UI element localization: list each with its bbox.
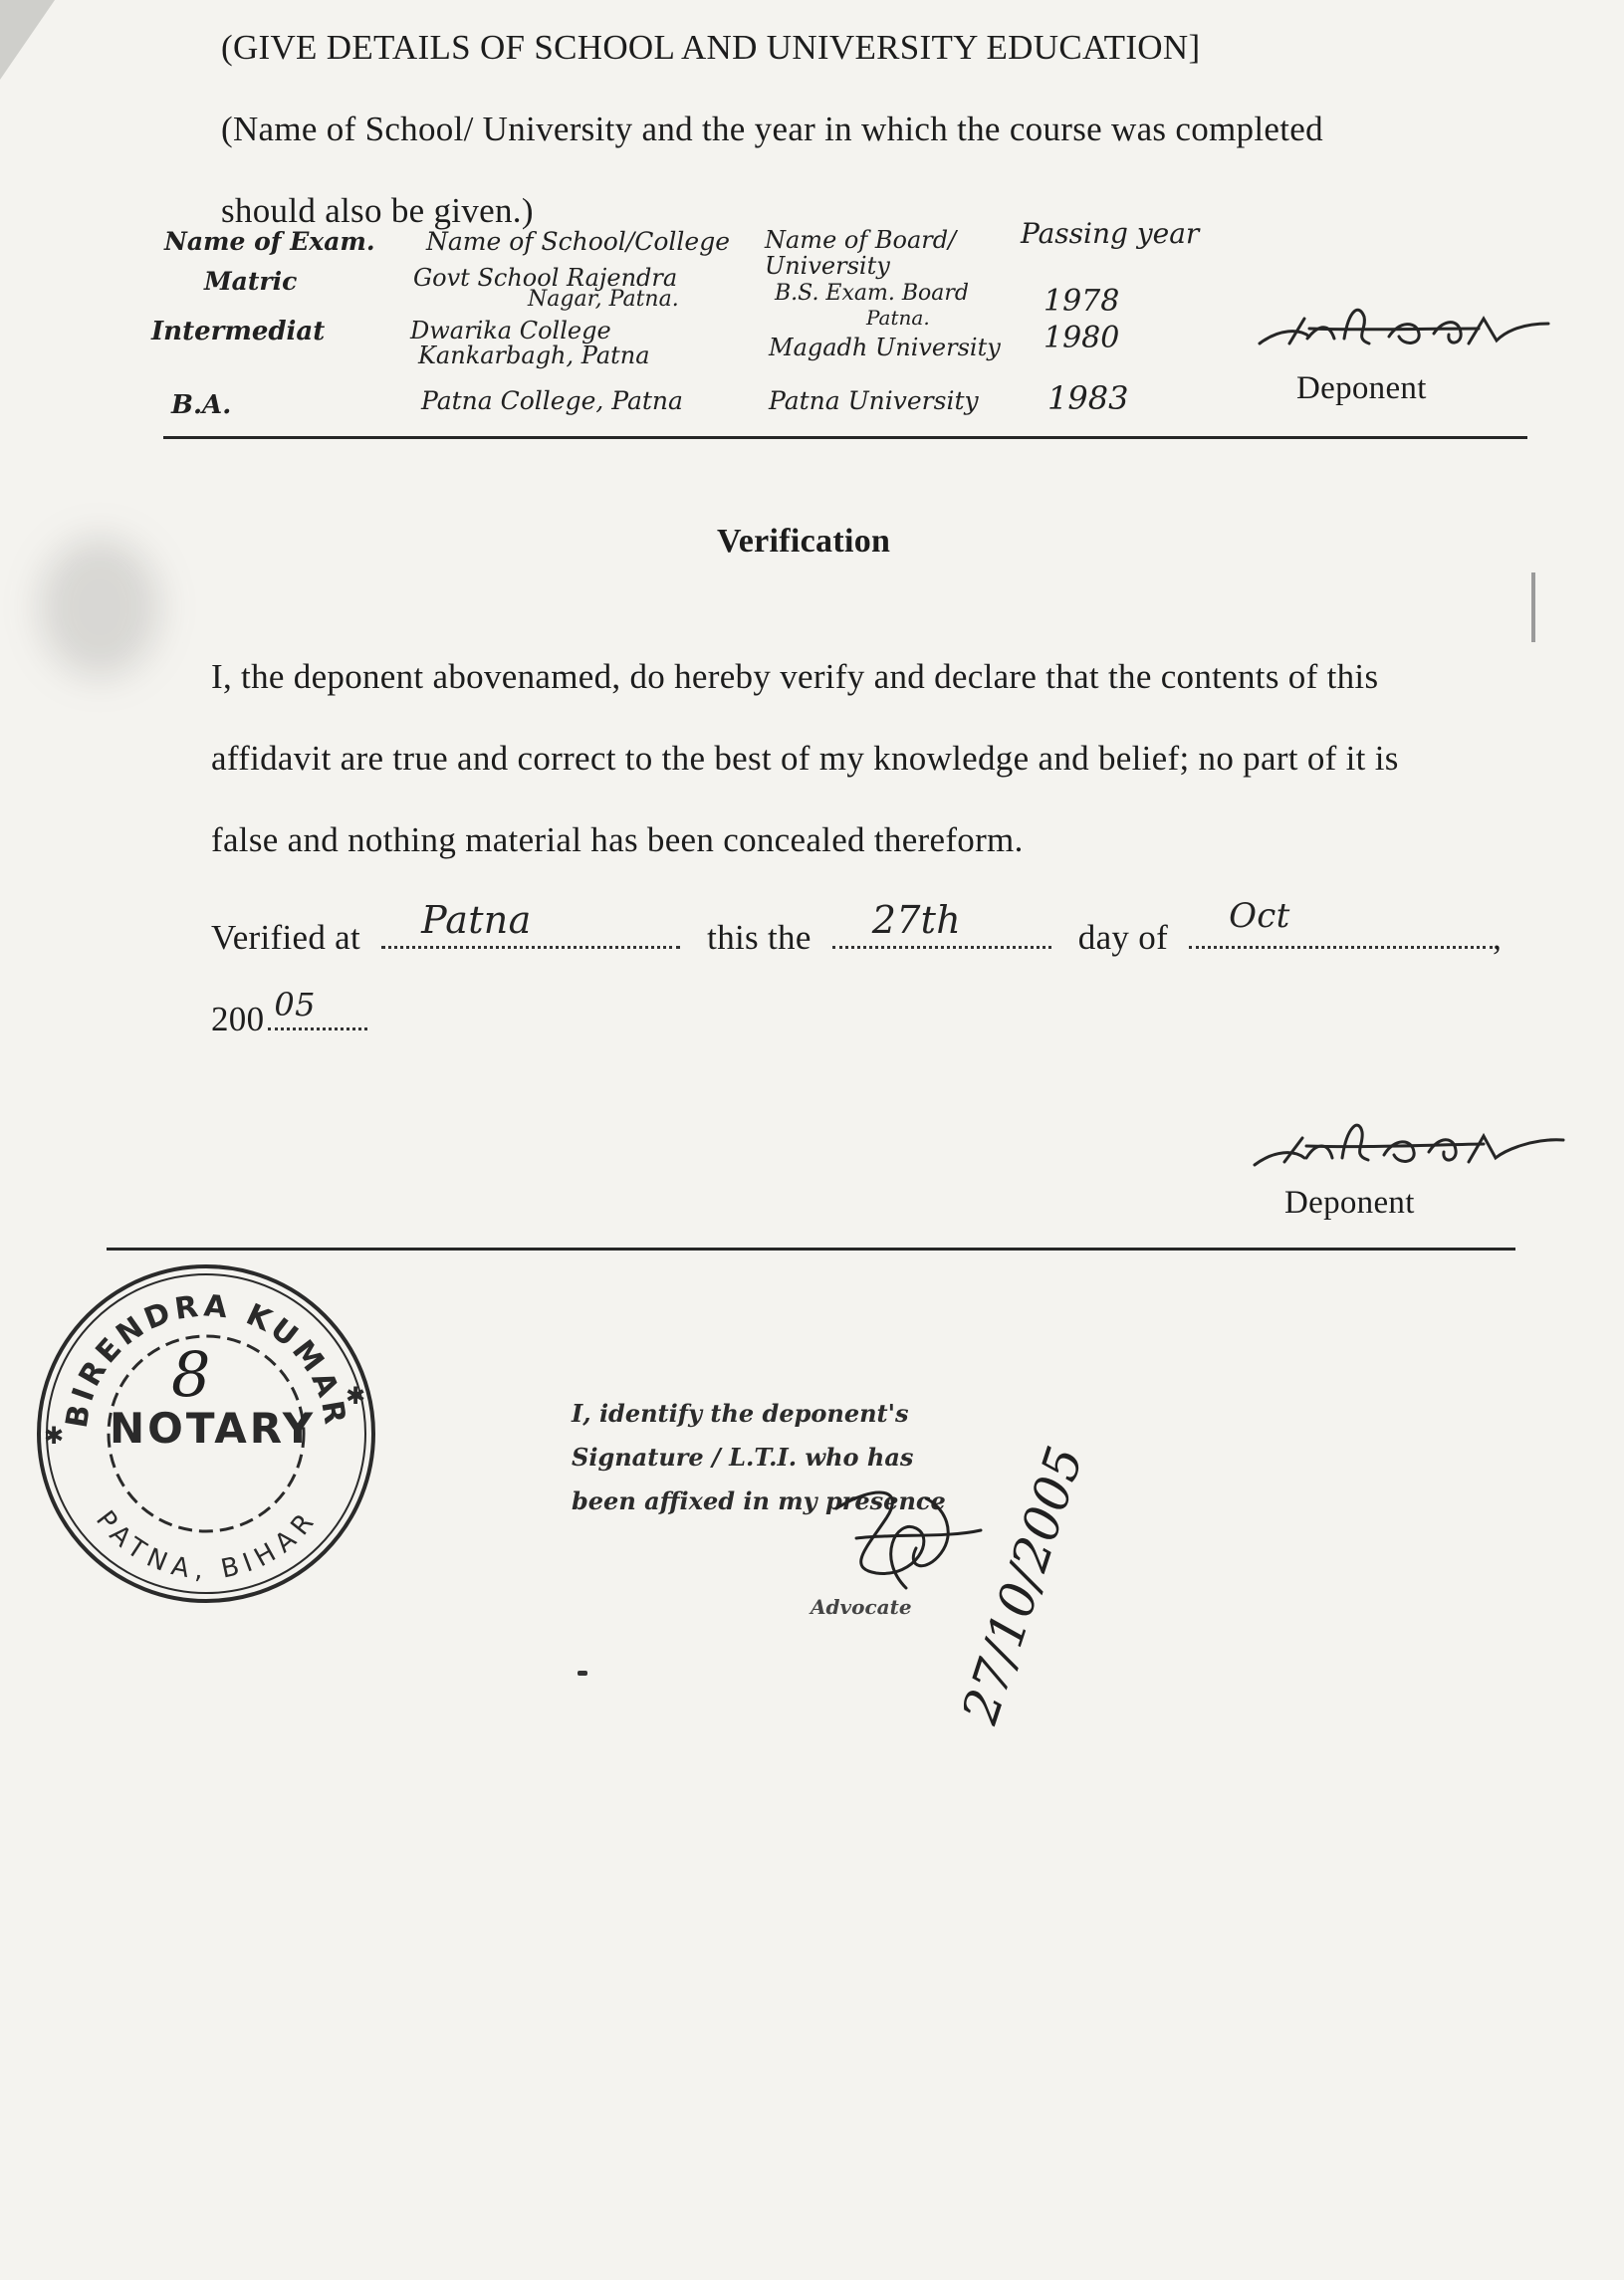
- date-comma: ,: [1493, 918, 1503, 957]
- deponent-label-2: Deponent: [1284, 1185, 1415, 1221]
- col-header-board: Name of Board/ University: [765, 226, 957, 280]
- scan-speck: [578, 1671, 587, 1676]
- row-exam-inter: Intermediat: [151, 317, 326, 346]
- year-field: [268, 986, 367, 1030]
- scan-edge-mark: [1531, 572, 1535, 642]
- seal-center-text: NOTARY: [110, 1404, 317, 1453]
- identification-signer: Advocate: [811, 1595, 912, 1619]
- svg-text:✱: ✱: [346, 1382, 366, 1410]
- col-header-year: Passing year: [1021, 217, 1200, 250]
- row-year-matric: 1978: [1044, 284, 1120, 319]
- verification-title: Verification: [717, 523, 891, 560]
- day-value: 27th: [871, 898, 962, 942]
- row-school-ba: Patna College, Patna: [421, 386, 683, 415]
- row-school-matric-2: Nagar, Patna.: [528, 287, 679, 312]
- place-field: [381, 898, 680, 949]
- scan-smudge: [40, 538, 159, 677]
- header-line-3: should also be given.): [221, 191, 534, 230]
- identification-line-1: I, identify the deponent's: [572, 1399, 909, 1428]
- row-board-matric-2: Patna.: [866, 306, 930, 330]
- deponent-label-1: Deponent: [1296, 370, 1427, 406]
- header-line-2: (Name of School/ University and the year in which the course was completed: [221, 110, 1323, 148]
- identification-line-2: Signature / L.T.I. who has: [572, 1443, 914, 1472]
- row-exam-ba: B.A.: [171, 390, 232, 420]
- seal-top-text: BIRENDRA KUMAR: [59, 1288, 353, 1431]
- handwritten-date: 27/10/2005: [951, 1439, 1095, 1730]
- year-line: [211, 986, 367, 1039]
- col-header-school: Name of School/College: [426, 227, 730, 256]
- row-board-matric-1: B.S. Exam. Board: [775, 281, 969, 306]
- advocate-signature: [816, 1479, 996, 1608]
- row-school-inter-1: Dwarika College: [410, 317, 611, 344]
- row-school-inter-2: Kankarbagh, Patna: [418, 342, 650, 369]
- month-field: [1189, 896, 1493, 949]
- verified-at-line: [211, 896, 1503, 958]
- row-year-ba: 1983: [1047, 379, 1129, 417]
- svg-text:✱: ✱: [44, 1422, 65, 1450]
- seal-bottom-text: PATNA, BIHAR: [90, 1505, 323, 1586]
- verification-para-line-3: false and nothing material has been concealed thereform.: [211, 820, 1024, 859]
- year-prefix: 200: [211, 1000, 265, 1038]
- place-value: Patna: [421, 898, 532, 942]
- notary-seal: [22, 1247, 390, 1615]
- verified-at-label: Verified at: [211, 918, 361, 957]
- col-header-exam: Name of Exam.: [164, 227, 375, 256]
- svg-text:PATNA, BIHAR: [90, 1505, 323, 1585]
- verification-para-line-2: affidavit are true and correct to the best of my knowledge and belief; no part of it is: [211, 739, 1399, 778]
- day-of-label: day of: [1077, 918, 1169, 957]
- row-board-ba: Patna University: [769, 386, 979, 415]
- row-exam-matric: Matric: [204, 267, 298, 296]
- identification-line-3: been affixed in my presence: [572, 1486, 946, 1515]
- month-value: Oct: [1229, 896, 1290, 936]
- day-field: [832, 898, 1051, 949]
- page-fold-corner: [0, 0, 55, 80]
- verification-para-line-1: I, the deponent abovenamed, do hereby verify and declare that the contents of this: [211, 657, 1379, 696]
- row-board-inter: Magadh University: [769, 334, 1001, 361]
- deponent-signature-1: [1250, 289, 1558, 368]
- table-bottom-rule: [163, 436, 1527, 439]
- this-the-label: this the: [707, 918, 812, 957]
- header-line-1: (GIVE DETAILS OF SCHOOL AND UNIVERSITY EDUCATION]: [221, 28, 1201, 67]
- deponent-signature-2: [1245, 1100, 1573, 1180]
- row-year-inter: 1980: [1044, 321, 1120, 355]
- seal-initial: 8: [171, 1338, 211, 1411]
- row-school-matric-1: Govt School Rajendra: [413, 264, 678, 292]
- year-value: 05: [274, 986, 316, 1024]
